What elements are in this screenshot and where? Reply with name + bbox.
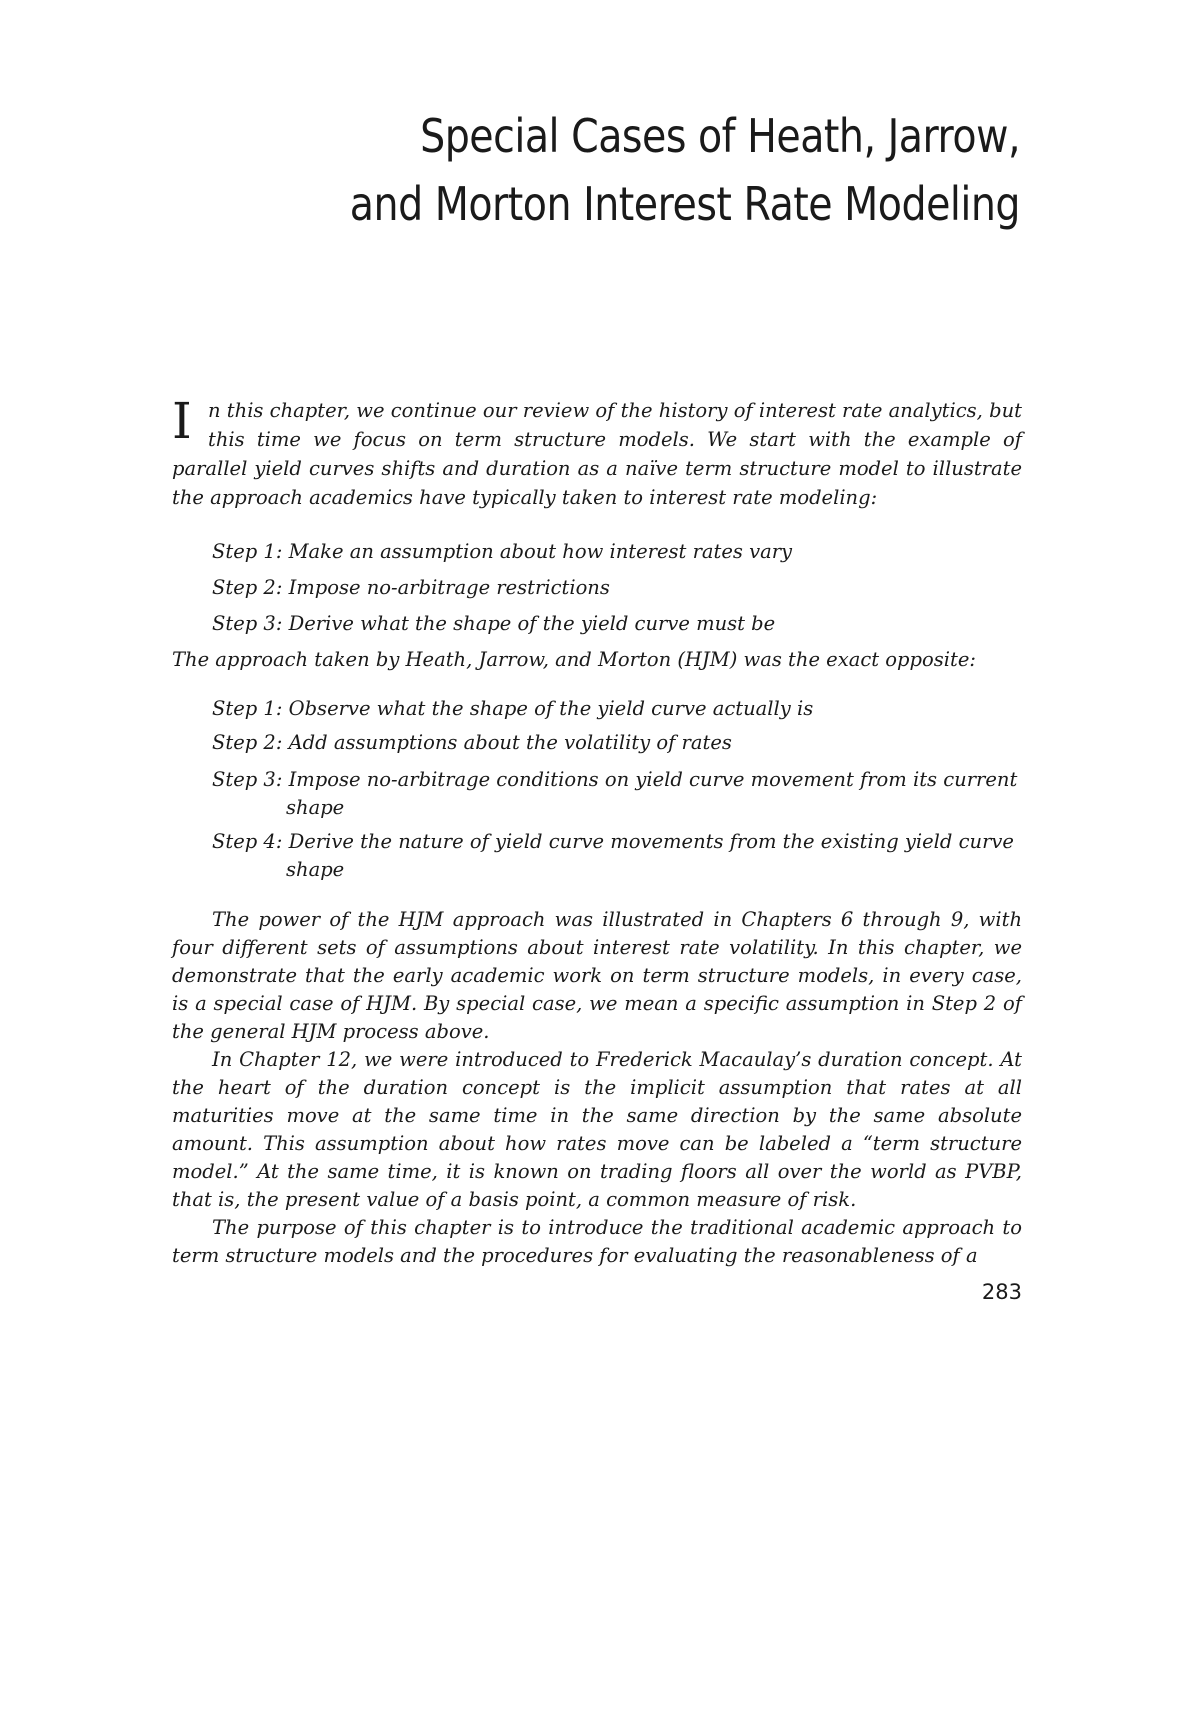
list-item: Step 1: Make an assumption about how interest rates vary [212,540,793,563]
list-item: Step 2: Add assumptions about the volatility of rates [212,731,732,754]
list-item: Step 3: Derive what the shape of the yield curve must be [212,612,776,635]
list-item: Step 2: Impose no-arbitrage restrictions [212,576,610,599]
list-item: Step 3: Impose no-arbitrage conditions on yield curve movement from its current shape [212,768,1018,819]
body-paragraphs [172,906,1022,1270]
intro-paragraph [172,392,1022,512]
page-number: 283 [981,1280,1022,1304]
hjm-intro-sentence: The approach taken by Heath, Jarrow, and Morton (HJM) was the exact opposite: [172,648,976,671]
paragraph: The purpose of this chapter is to introduce the traditional academic approach to term structure models and the procedures for evaluating the reasonableness of a [172,1216,1022,1267]
list-item: Step 1: Observe what the shape of the yield curve actually is [212,697,814,720]
list-item: Step 4: Derive the nature of yield curve movements from the existing yield curve shape [212,830,1014,881]
paragraph: The power of the HJM approach was illustrated in Chapters 6 through 9, with four different sets of assumptions about interest rate volatility. In this chapter, we demonstrate that the early academic work on term structure models, in every case, is a special case of HJM. By special case, we mean a specific assumption in Step 2 of the general HJM process above. [172,908,1022,1043]
hjm-steps-list [212,692,1022,884]
chapter-title-line-2: and Morton Interest Rate Modeling [349,177,1020,231]
paragraph: In Chapter 12, we were introduced to Frederick Macaulay’s duration concept. At the heart of the duration concept is the implicit assumption that rates at all maturities move at the same time in the same direction by the same absolute amount. This assumption about how rates move can be labeled a “term structure model.” At the same time, it is known on trading floors all over the world as PVBP, that is, the present value of a basis point, a common measure of risk. [172,1048,1022,1211]
academic-steps-list [212,534,1022,642]
intro-text: n this chapter, we continue our review of the history of interest rate analytics, but this time we focus on term structure models. We start with the example of parallel yield curves shifts and duration as a naïve term structure model to illustrate the approach academics have typically taken to interest rate modeling: [172,399,1022,509]
drop-cap: I [172,392,192,450]
chapter-body [172,392,1022,1270]
chapter-title [246,102,1020,238]
chapter-title-line-1: Special Cases of Heath, Jarrow, [420,109,1020,163]
